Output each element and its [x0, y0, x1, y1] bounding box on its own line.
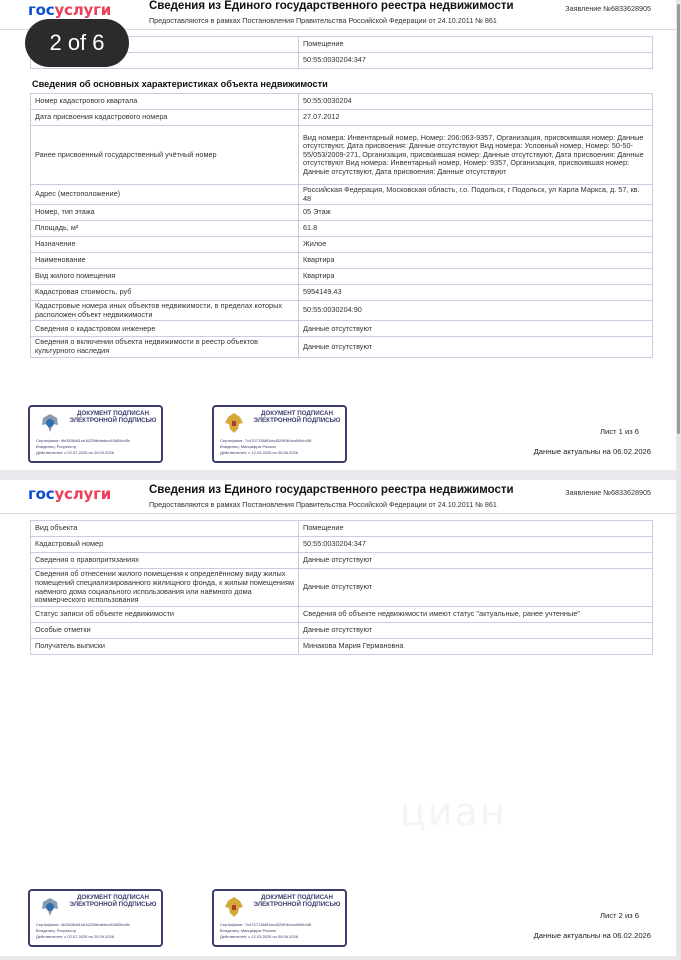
table-cell-key: Площадь, м²: [31, 221, 299, 237]
stamp-info: [220, 922, 311, 939]
table-cell-key: Сведения о включении объекта недвижимости в реестр объектов культурного наследия: [31, 337, 299, 357]
table-cell-key: Сведения об отнесении жилого помещения к определённому виду жилых помещений специализированного жилищного фонда, к жилым помещениям наёмного дома социального использования или наёмного дома коммерческого использования: [31, 569, 299, 607]
table-row: [31, 607, 653, 623]
characteristics-table: [30, 93, 653, 358]
page-counter-badge: 2 of 6: [25, 19, 129, 67]
russia-coat-of-arms-icon: [222, 895, 246, 919]
application-number: Заявление №6833628905: [565, 4, 651, 13]
document-page-2: [0, 480, 676, 956]
stamp-owner: Владелец: Минцифры России: [220, 443, 276, 449]
table-row: [31, 623, 653, 639]
table-cell-key: Сведения о правопритязаниях: [31, 553, 299, 569]
table-cell-value: Минакова Мария Германовна: [299, 639, 653, 655]
logo-part-uslugi: услуги: [54, 1, 112, 19]
sheet-number: Лист 2 из 6: [600, 911, 639, 920]
application-number: Заявление №6833628905: [565, 488, 651, 497]
table-cell-value: 50:55:0030204:90: [299, 301, 653, 321]
stamp-certificate: Сертификат: 4b0528d61cb1622fdbdebcc63d55ed3c: [36, 922, 131, 927]
object-details-table: [30, 520, 653, 655]
table-cell-value: 50:55:0030204: [299, 94, 653, 110]
russia-coat-of-arms-icon: [222, 411, 246, 435]
table-cell-value: 50:55:0030204:347: [299, 537, 653, 553]
table-cell-key: Кадастровые номера иных объектов недвижимости, в пределах которых расположен объект недвижимости: [31, 301, 299, 321]
table-cell-value: 50:55:0030204:347: [299, 53, 653, 69]
table-row: [31, 110, 653, 126]
rosreestr-emblem-icon: [38, 895, 62, 919]
table-cell-value: Данные отсутствуют: [299, 337, 653, 357]
stamp-certificate: Сертификат: 7c47071368f1dcd520f0b1eaf40eb45f: [220, 922, 312, 927]
data-actual-date: Данные актуальны на 06.02.2026: [533, 447, 651, 456]
table-row: [31, 237, 653, 253]
table-cell-value: Квартира: [299, 269, 653, 285]
table-row: [31, 253, 653, 269]
stamp-owner: Владелец: Минцифры России: [220, 927, 276, 933]
data-actual-date: Данные актуальны на 06.02.2026: [533, 931, 651, 940]
table-row: [31, 221, 653, 237]
table-row: [31, 301, 653, 321]
table-cell-key: Номер кадастрового квартала: [31, 94, 299, 110]
stamp-validity: Действителен: с 02.07.2025 по 25.09.2026: [36, 933, 114, 939]
table-cell-value: Помещение: [299, 37, 653, 53]
page-header: [0, 480, 676, 514]
table-cell-key: Адрес (местоположение): [31, 185, 299, 205]
document-subtitle: Предоставляются в рамках Постановления Правительства Российской Федерации от 24.10.2011 № 861: [149, 500, 497, 509]
table-row: [31, 337, 653, 357]
logo-part-gos: гос: [28, 485, 55, 503]
table-row: [31, 126, 653, 185]
table-cell-key: Ранее присвоенный государственный учётный номер: [31, 126, 299, 185]
table-cell-value: Данные отсутствуют: [299, 321, 653, 337]
table-cell-value: 27.07.2012: [299, 110, 653, 126]
table-cell-key: Вид объекта: [31, 521, 299, 537]
stamp-title: ДОКУМЕНТ ПОДПИСАН ЭЛЕКТРОННОЙ ПОДПИСЬЮ: [253, 894, 341, 909]
stamp-info: [36, 438, 130, 455]
table-cell-key: Сведения о кадастровом инженере: [31, 321, 299, 337]
gosuslugi-logo: [28, 1, 111, 19]
rosreestr-emblem-icon: [38, 411, 62, 435]
table-cell-key: Получатель выписки: [31, 639, 299, 655]
table-cell-key: Особые отметки: [31, 623, 299, 639]
cian-watermark: [400, 790, 507, 834]
stamp-info: [220, 438, 311, 455]
section-title: Сведения об основных характеристиках объекта недвижимости: [32, 79, 328, 89]
table-row: [31, 553, 653, 569]
table-row: [31, 521, 653, 537]
table-row: [31, 269, 653, 285]
stamp-title: ДОКУМЕНТ ПОДПИСАН ЭЛЕКТРОННОЙ ПОДПИСЬЮ: [69, 894, 157, 909]
document-subtitle: Предоставляются в рамках Постановления Правительства Российской Федерации от 24.10.2011 № 861: [149, 16, 497, 25]
stamp-validity: Действителен: с 12.03.2025 по 05.06.2026: [220, 933, 298, 939]
stamp-validity: Действителен: с 02.07.2025 по 25.09.2026: [36, 449, 114, 455]
table-row: [31, 639, 653, 655]
sheet-number: Лист 1 из 6: [600, 427, 639, 436]
table-cell-value: Помещение: [299, 521, 653, 537]
stamp-certificate: Сертификат: 4b0528d61cb1622fdbdebcc63d55ed3c: [36, 438, 131, 443]
table-row: [31, 205, 653, 221]
table-cell-value: Квартира: [299, 253, 653, 269]
stamp-owner: Владелец: Росреестр: [36, 443, 77, 449]
table-row: [31, 285, 653, 301]
table-cell-key: Статус записи об объекте недвижимости: [31, 607, 299, 623]
table-row: [31, 569, 653, 607]
signature-stamp-mintsifry: [212, 405, 347, 463]
table-cell-key: Дата присвоения кадастрового номера: [31, 110, 299, 126]
vertical-scrollbar[interactable]: [676, 0, 681, 960]
table-cell-key: Наименование: [31, 253, 299, 269]
signature-stamp-rosreestr: [28, 405, 163, 463]
logo-part-gos: гос: [28, 1, 55, 19]
table-cell-value: 61.8: [299, 221, 653, 237]
signature-stamp-rosreestr: [28, 889, 163, 947]
table-cell-key: Назначение: [31, 237, 299, 253]
signature-stamp-mintsifry: [212, 889, 347, 947]
table-cell-key: Вид жилого помещения: [31, 269, 299, 285]
scrollbar-thumb[interactable]: [677, 4, 680, 434]
logo-part-uslugi: услуги: [54, 485, 112, 503]
document-page-1: [0, 0, 676, 470]
table-row: [31, 94, 653, 110]
table-cell-key: Кадастровый номер: [31, 537, 299, 553]
table-cell-value: Данные отсутствуют: [299, 553, 653, 569]
table-row: [31, 185, 653, 205]
stamp-title: ДОКУМЕНТ ПОДПИСАН ЭЛЕКТРОННОЙ ПОДПИСЬЮ: [253, 410, 341, 425]
document-title: Сведения из Единого государственного реестра недвижимости: [149, 484, 514, 496]
table-cell-value: Данные отсутствуют: [299, 623, 653, 639]
stamp-validity: Действителен: с 12.03.2025 по 05.06.2026: [220, 449, 298, 455]
table-cell-value: 5954149.43: [299, 285, 653, 301]
gosuslugi-logo: [28, 485, 111, 503]
table-cell-value: Вид номера: Инвентарный номер, Номер: 206:063-9357, Организация, присвоившая номер: Данные отсутствуют, Дата присвоения: Данные отсутствуют Вид номера: Условный номер, Номер: 50-50-55/053/2009-271, Организация, присвоившая номер: Данные отсутствуют, Дата присвоения: Данные отсутствуют Вид номера: Инвентарный номер, Номер: 9357, Организация, присвоившая номер: Данные отсутствуют, Дата присвоения: Данные отсутствуют: [299, 126, 653, 185]
stamp-certificate: Сертификат: 7c47071368f1dcd520f0b1eaf40eb45f: [220, 438, 312, 443]
table-cell-value: Сведения об объекте недвижимости имеют статус "актуальные, ранее учтенные": [299, 607, 653, 623]
document-title: Сведения из Единого государственного реестра недвижимости: [149, 0, 514, 12]
table-cell-value: Данные отсутствуют: [299, 569, 653, 607]
table-cell-key: Номер, тип этажа: [31, 205, 299, 221]
table-cell-key: Кадастровая стоимость, руб: [31, 285, 299, 301]
stamp-owner: Владелец: Росреестр: [36, 927, 77, 933]
stamp-info: [36, 922, 130, 939]
table-cell-value: Российская Федерация, Московская область, г.о. Подольск, г Подольск, ул Карла Маркса, д. 57, кв. 48: [299, 185, 653, 205]
table-row: [31, 537, 653, 553]
table-cell-value: 05 Этаж: [299, 205, 653, 221]
table-cell-value: Жилое: [299, 237, 653, 253]
stamp-title: ДОКУМЕНТ ПОДПИСАН ЭЛЕКТРОННОЙ ПОДПИСЬЮ: [69, 410, 157, 425]
table-row: [31, 321, 653, 337]
